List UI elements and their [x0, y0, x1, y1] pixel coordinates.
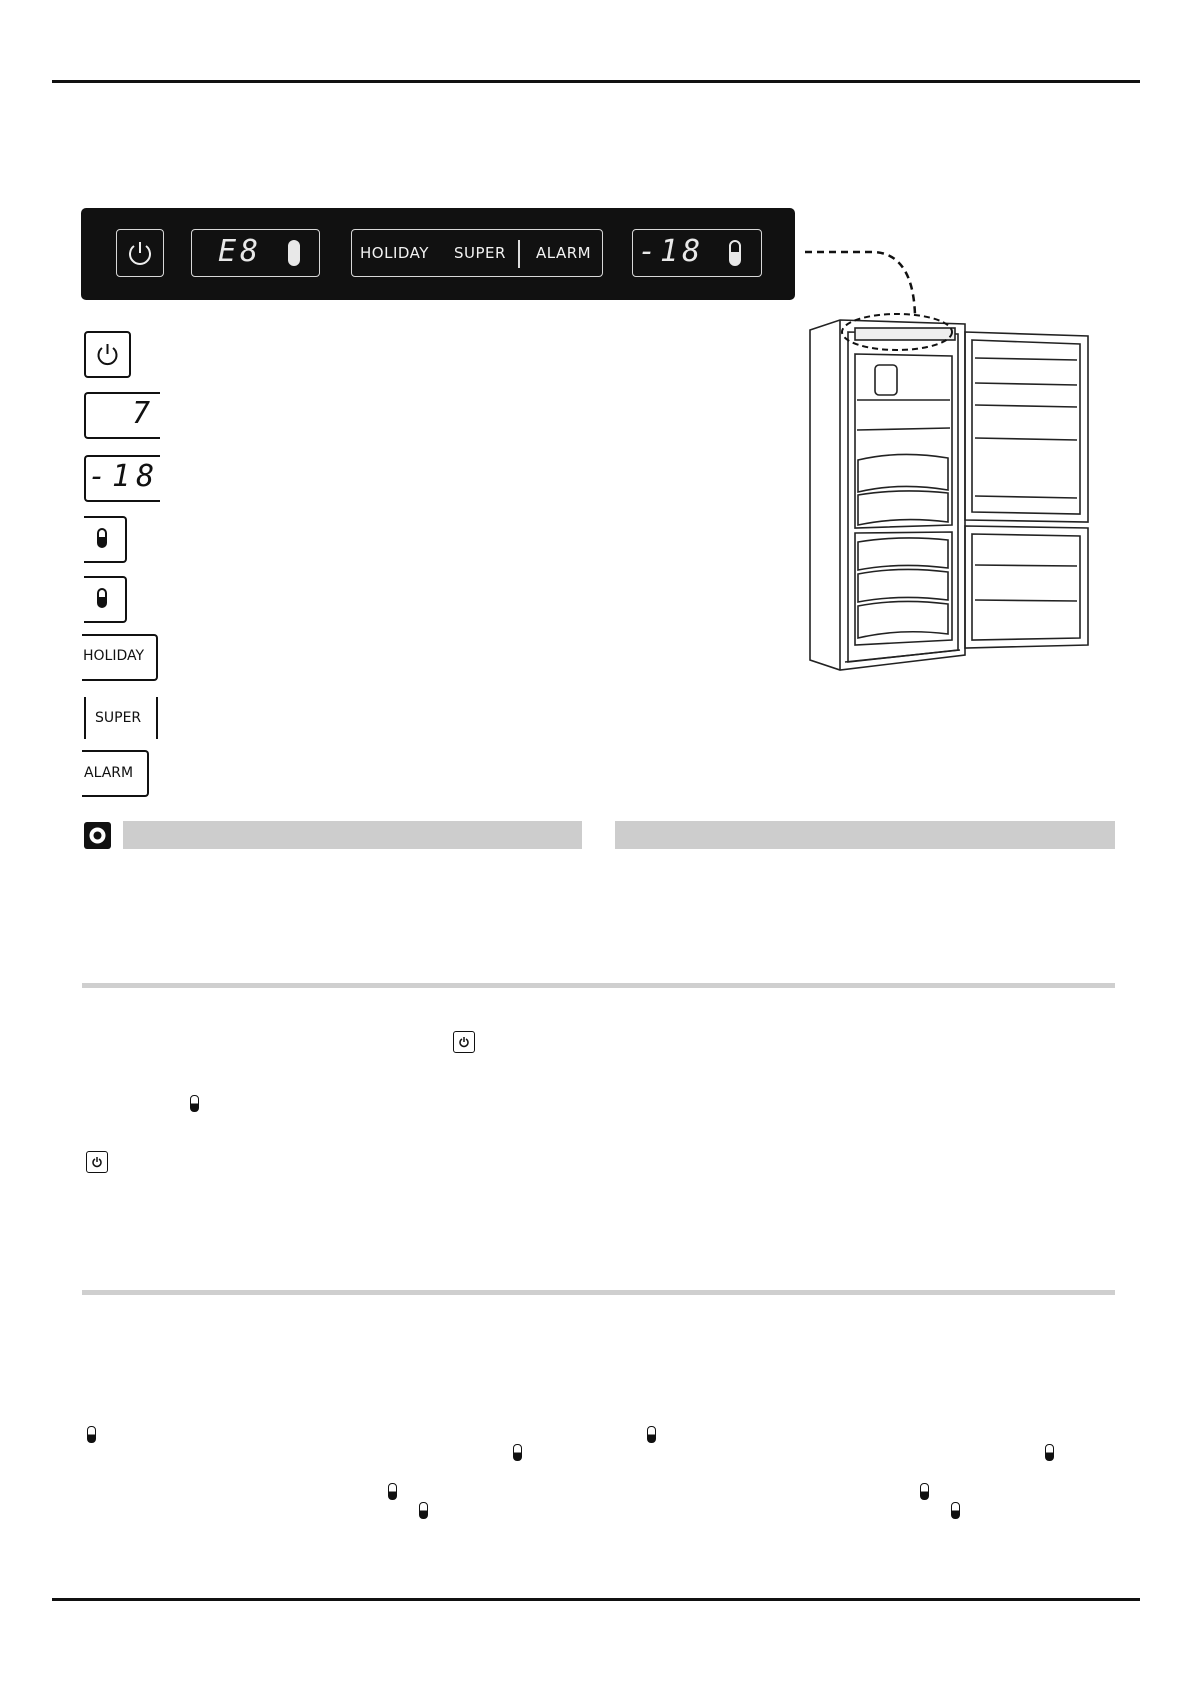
- freezer-thermometer-icon: [97, 588, 107, 608]
- inline-power-icon: [86, 1151, 108, 1173]
- power-icon: [86, 333, 129, 376]
- control-panel: [81, 208, 795, 300]
- legend-super-label: SUPER: [95, 710, 142, 726]
- fridge-thermometer-icon[interactable]: [288, 240, 300, 266]
- note-heading-bar-right: [615, 821, 1115, 849]
- note-icon: [84, 822, 111, 849]
- inline-thermometer-icon: [920, 1483, 929, 1500]
- legend-fridge-digit: 7: [132, 396, 157, 431]
- fridge-temp-display: E8: [218, 234, 263, 269]
- legend-holiday-label: HOLIDAY: [83, 648, 145, 664]
- freezer-temp-display: -18: [638, 234, 705, 269]
- inline-thermometer-icon: [647, 1426, 656, 1443]
- top-rule: [52, 80, 1140, 83]
- inline-thermometer-icon: [419, 1502, 428, 1519]
- inline-power-icon: [453, 1031, 475, 1053]
- inline-thermometer-icon: [190, 1095, 199, 1112]
- bottom-rule: [52, 1598, 1140, 1601]
- power-icon: [116, 229, 164, 277]
- section-rule-1: [82, 983, 1115, 988]
- holiday-button[interactable]: HOLIDAY: [360, 244, 429, 262]
- legend-freezer-digits: -18: [88, 459, 161, 494]
- inline-thermometer-icon: [388, 1483, 397, 1500]
- panel-divider: [518, 240, 520, 268]
- inline-thermometer-icon: [951, 1502, 960, 1519]
- panel-power-button[interactable]: [116, 229, 164, 277]
- alarm-button[interactable]: ALARM: [536, 244, 592, 262]
- inline-thermometer-icon: [513, 1444, 522, 1461]
- legend-power-button: [84, 331, 131, 378]
- note-heading-bar-left: [123, 821, 582, 849]
- inline-thermometer-icon: [87, 1426, 96, 1443]
- freezer-thermometer-icon[interactable]: [729, 240, 741, 266]
- legend-alarm-label: ALARM: [84, 765, 134, 781]
- super-button[interactable]: SUPER: [454, 244, 506, 262]
- fridge-illustration: [800, 300, 1100, 675]
- inline-thermometer-icon: [1045, 1444, 1054, 1461]
- fridge-thermometer-icon: [97, 528, 107, 548]
- section-rule-2: [82, 1290, 1115, 1295]
